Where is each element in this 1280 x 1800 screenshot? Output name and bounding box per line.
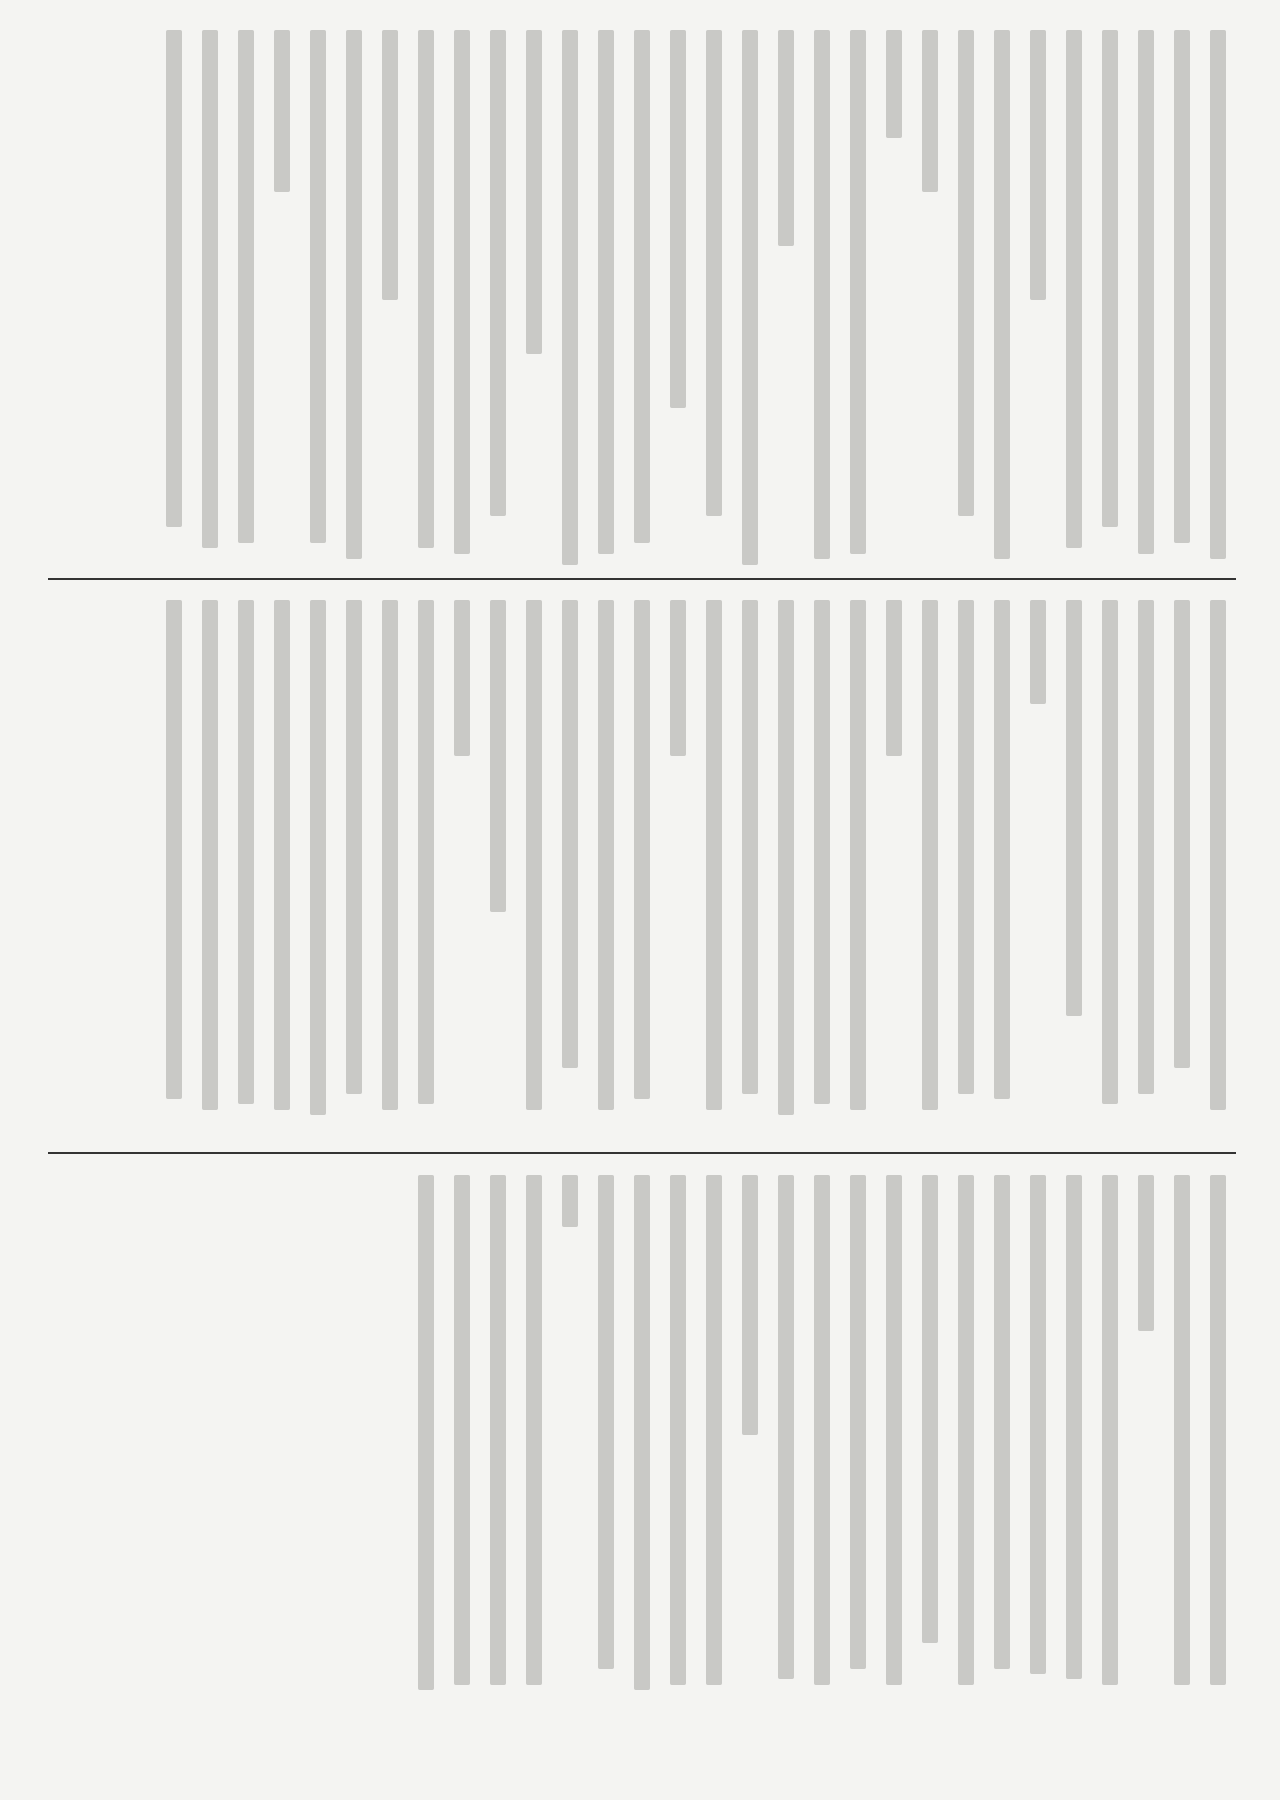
redaction-bar bbox=[814, 600, 830, 1104]
redacted-text-column bbox=[1062, 1175, 1086, 1695]
redaction-bar bbox=[1030, 1175, 1046, 1674]
redaction-bar bbox=[454, 600, 470, 756]
redacted-text-column bbox=[846, 30, 870, 570]
redacted-text-column bbox=[486, 30, 510, 570]
redacted-text-column bbox=[1134, 30, 1158, 570]
redacted-text-column bbox=[630, 30, 654, 570]
redaction-bar bbox=[634, 1175, 650, 1690]
redaction-bar bbox=[958, 600, 974, 1094]
redacted-text-column bbox=[810, 600, 834, 1120]
redaction-bar bbox=[1174, 30, 1190, 543]
redaction-bar bbox=[958, 30, 974, 516]
redaction-bar bbox=[634, 600, 650, 1099]
redacted-text-column bbox=[918, 30, 942, 570]
redaction-bar bbox=[1102, 600, 1118, 1104]
redaction-bar bbox=[1102, 30, 1118, 527]
redaction-bar bbox=[382, 30, 398, 300]
redacted-text-column bbox=[810, 30, 834, 570]
redacted-text-column bbox=[378, 30, 402, 570]
redaction-bar bbox=[1210, 600, 1226, 1110]
redacted-text-column bbox=[1134, 600, 1158, 1120]
redaction-bar bbox=[418, 600, 434, 1104]
redacted-text-column bbox=[558, 30, 582, 570]
redaction-bar bbox=[778, 30, 794, 246]
redaction-bar bbox=[562, 30, 578, 565]
redaction-bar bbox=[1174, 600, 1190, 1068]
redaction-bar bbox=[1066, 1175, 1082, 1679]
redacted-text-column bbox=[198, 600, 222, 1120]
redaction-bar bbox=[814, 30, 830, 559]
redaction-bar bbox=[670, 1175, 686, 1685]
redaction-bar bbox=[202, 30, 218, 548]
redaction-bar bbox=[526, 1175, 542, 1685]
text-band-middle bbox=[60, 600, 1230, 1120]
redaction-bar bbox=[814, 1175, 830, 1685]
redacted-text-column bbox=[306, 30, 330, 570]
redaction-bar bbox=[1138, 600, 1154, 1094]
redacted-text-column bbox=[882, 600, 906, 1120]
redaction-bar bbox=[382, 600, 398, 1110]
redaction-bar bbox=[454, 1175, 470, 1685]
redacted-text-column bbox=[954, 600, 978, 1120]
redacted-text-column bbox=[414, 30, 438, 570]
redacted-text-column bbox=[270, 30, 294, 570]
redaction-bar bbox=[1210, 30, 1226, 559]
redacted-text-column bbox=[1026, 600, 1050, 1120]
redacted-text-column bbox=[1134, 1175, 1158, 1695]
redaction-bar bbox=[850, 30, 866, 554]
redaction-bar bbox=[274, 30, 290, 192]
redacted-text-column bbox=[414, 1175, 438, 1695]
redacted-text-column bbox=[1098, 1175, 1122, 1695]
redaction-bar bbox=[346, 600, 362, 1094]
redacted-text-column bbox=[666, 30, 690, 570]
redacted-text-column bbox=[414, 600, 438, 1120]
redacted-text-column bbox=[522, 600, 546, 1120]
redacted-text-column bbox=[450, 1175, 474, 1695]
redacted-text-column bbox=[1062, 30, 1086, 570]
redaction-bar bbox=[310, 30, 326, 543]
redaction-bar bbox=[598, 1175, 614, 1669]
redaction-bar bbox=[166, 30, 182, 527]
redacted-text-column bbox=[954, 1175, 978, 1695]
redacted-text-column bbox=[630, 600, 654, 1120]
redacted-text-column bbox=[774, 1175, 798, 1695]
redaction-bar bbox=[490, 1175, 506, 1685]
redaction-bar bbox=[1174, 1175, 1190, 1685]
text-band-top bbox=[60, 30, 1230, 570]
redacted-text-column bbox=[1098, 30, 1122, 570]
redacted-text-column bbox=[666, 1175, 690, 1695]
redacted-text-column bbox=[234, 600, 258, 1120]
redacted-text-column bbox=[702, 600, 726, 1120]
redacted-text-column bbox=[702, 30, 726, 570]
redacted-text-column bbox=[162, 600, 186, 1120]
redacted-text-column bbox=[990, 600, 1014, 1120]
redaction-bar bbox=[202, 600, 218, 1110]
redacted-text-column bbox=[702, 1175, 726, 1695]
redacted-text-column bbox=[486, 1175, 510, 1695]
redaction-bar bbox=[1210, 1175, 1226, 1685]
redaction-bar bbox=[742, 30, 758, 565]
redacted-text-column bbox=[738, 1175, 762, 1695]
redacted-text-column bbox=[1206, 30, 1230, 570]
redacted-text-column bbox=[1170, 1175, 1194, 1695]
redacted-text-column bbox=[558, 600, 582, 1120]
redaction-bar bbox=[922, 30, 938, 192]
redaction-bar bbox=[994, 1175, 1010, 1669]
redacted-text-column bbox=[990, 1175, 1014, 1695]
redacted-text-column bbox=[882, 1175, 906, 1695]
redaction-bar bbox=[1030, 30, 1046, 300]
redaction-bar bbox=[886, 1175, 902, 1685]
redaction-bar bbox=[850, 600, 866, 1110]
redacted-text-column bbox=[918, 1175, 942, 1695]
redaction-bar bbox=[562, 600, 578, 1068]
redacted-text-column bbox=[738, 600, 762, 1120]
redaction-bar bbox=[1030, 600, 1046, 704]
redacted-text-column bbox=[882, 30, 906, 570]
redaction-bar bbox=[922, 1175, 938, 1643]
redaction-bar bbox=[922, 600, 938, 1110]
redaction-bar bbox=[490, 30, 506, 516]
redaction-bar bbox=[310, 600, 326, 1115]
redaction-bar bbox=[1066, 600, 1082, 1016]
redacted-text-column bbox=[1026, 30, 1050, 570]
redacted-text-column bbox=[1062, 600, 1086, 1120]
redacted-text-column bbox=[1098, 600, 1122, 1120]
redacted-text-column bbox=[774, 30, 798, 570]
redaction-bar bbox=[1138, 1175, 1154, 1331]
redacted-text-column bbox=[594, 1175, 618, 1695]
redaction-bar bbox=[1138, 30, 1154, 554]
redaction-bar bbox=[634, 30, 650, 543]
redaction-bar bbox=[562, 1175, 578, 1227]
redacted-text-column bbox=[810, 1175, 834, 1695]
redacted-text-column bbox=[522, 1175, 546, 1695]
redacted-text-column bbox=[1026, 1175, 1050, 1695]
redaction-bar bbox=[346, 30, 362, 559]
redacted-text-column bbox=[378, 600, 402, 1120]
redaction-bar bbox=[598, 600, 614, 1110]
redaction-bar bbox=[706, 1175, 722, 1685]
redacted-text-column bbox=[450, 30, 474, 570]
redaction-bar bbox=[526, 30, 542, 354]
redaction-bar bbox=[274, 600, 290, 1110]
redacted-text-column bbox=[594, 600, 618, 1120]
redacted-text-column bbox=[522, 30, 546, 570]
redacted-text-column bbox=[486, 600, 510, 1120]
redaction-bar bbox=[598, 30, 614, 554]
text-band-bottom bbox=[60, 1175, 1230, 1695]
redacted-text-column bbox=[990, 30, 1014, 570]
redacted-text-column bbox=[342, 600, 366, 1120]
redaction-bar bbox=[526, 600, 542, 1110]
redaction-bar bbox=[238, 30, 254, 543]
redaction-bar bbox=[454, 30, 470, 554]
redaction-bar bbox=[166, 600, 182, 1099]
redaction-bar bbox=[418, 1175, 434, 1690]
redaction-bar bbox=[706, 30, 722, 516]
redaction-bar bbox=[994, 30, 1010, 559]
redaction-bar bbox=[670, 30, 686, 408]
redacted-text-column bbox=[846, 1175, 870, 1695]
redacted-text-column bbox=[1206, 600, 1230, 1120]
redaction-bar bbox=[706, 600, 722, 1110]
redaction-bar bbox=[1066, 30, 1082, 548]
redacted-text-column bbox=[1170, 600, 1194, 1120]
redacted-text-column bbox=[234, 30, 258, 570]
section-divider bbox=[48, 1152, 1236, 1154]
redacted-text-column bbox=[630, 1175, 654, 1695]
redaction-bar bbox=[958, 1175, 974, 1685]
redaction-bar bbox=[886, 600, 902, 756]
redacted-text-column bbox=[954, 30, 978, 570]
redacted-text-column bbox=[918, 600, 942, 1120]
redacted-text-column bbox=[342, 30, 366, 570]
redacted-text-column bbox=[1170, 30, 1194, 570]
redacted-text-column bbox=[558, 1175, 582, 1695]
redaction-bar bbox=[490, 600, 506, 912]
redacted-text-column bbox=[738, 30, 762, 570]
redacted-text-column bbox=[306, 600, 330, 1120]
redaction-bar bbox=[850, 1175, 866, 1669]
redacted-text-column bbox=[162, 30, 186, 570]
redacted-text-column bbox=[198, 30, 222, 570]
redaction-bar bbox=[670, 600, 686, 756]
redacted-text-column bbox=[846, 600, 870, 1120]
redaction-bar bbox=[778, 600, 794, 1115]
redaction-bar bbox=[742, 1175, 758, 1435]
redaction-bar bbox=[1102, 1175, 1118, 1685]
redacted-text-column bbox=[774, 600, 798, 1120]
redacted-text-column bbox=[270, 600, 294, 1120]
redacted-text-column bbox=[594, 30, 618, 570]
redaction-bar bbox=[886, 30, 902, 138]
redacted-text-column bbox=[450, 600, 474, 1120]
section-divider bbox=[48, 578, 1236, 580]
redaction-bar bbox=[778, 1175, 794, 1679]
redacted-text-column bbox=[1206, 1175, 1230, 1695]
redaction-bar bbox=[238, 600, 254, 1104]
redaction-bar bbox=[994, 600, 1010, 1099]
redacted-text-column bbox=[666, 600, 690, 1120]
redaction-bar bbox=[418, 30, 434, 548]
redaction-bar bbox=[742, 600, 758, 1094]
